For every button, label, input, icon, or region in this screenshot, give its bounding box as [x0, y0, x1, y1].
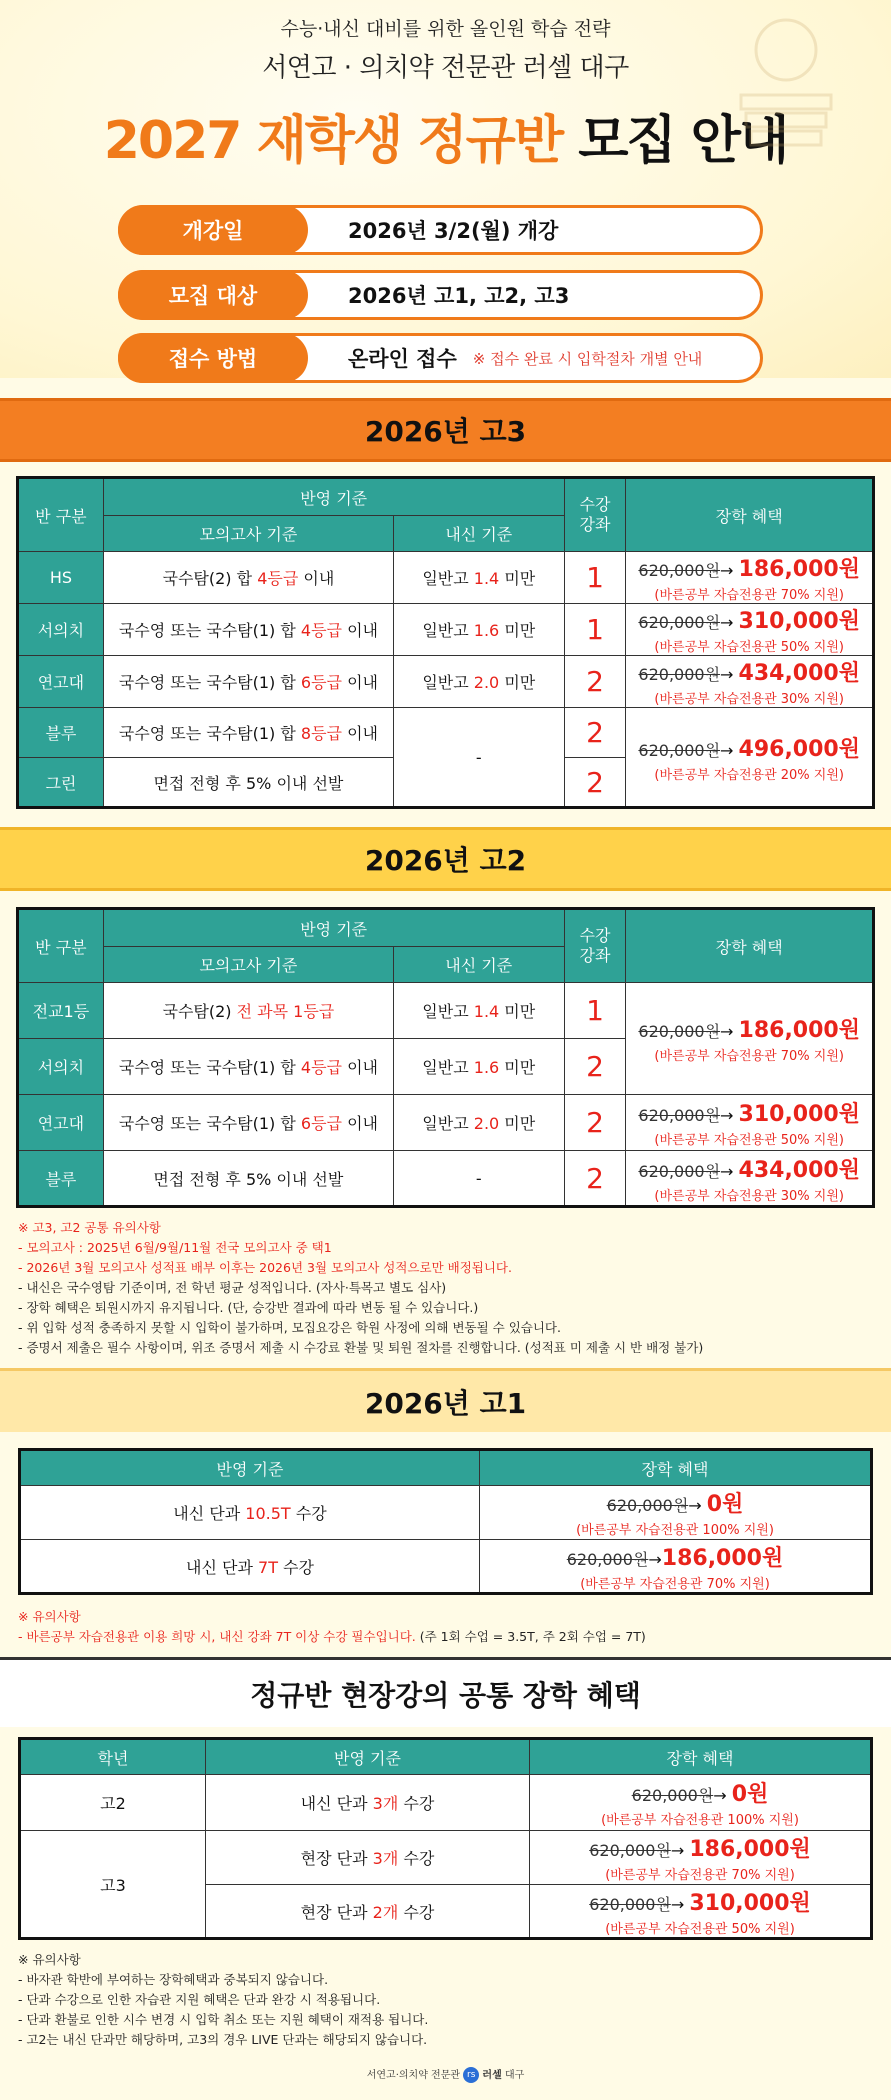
mock-cell: 국수탐(2) 합 4등급 이내	[103, 552, 393, 604]
class-cell: 서의치	[18, 1039, 104, 1095]
count-cell: 2	[564, 708, 626, 758]
scholarship-cell: 620,000원→ 186,000원 (바른공부 자습전용관 70% 지원)	[626, 552, 874, 604]
table-row	[20, 1775, 872, 1831]
note-line: - 내신은 국수영탐 기준이며, 전 학년 평균 성적입니다. (자사·특목고 별도 심사)	[18, 1280, 447, 1295]
info-value: 2026년 3/2(월) 개강	[348, 219, 559, 243]
info-row-start-date	[118, 205, 763, 255]
mock-cell: 국수영 또는 국수탐(1) 합 4등급 이내	[103, 1039, 393, 1095]
info-label: 모집 대상	[118, 270, 308, 320]
notes-g3-g2	[0, 1216, 891, 1368]
footer-city: 대구	[504, 2070, 525, 2081]
hero-brand: 서연고 · 의치약 전문관 러셀 대구	[262, 53, 629, 83]
basis-cell: 내신 단과 7T 수강	[20, 1540, 480, 1594]
table-row	[18, 1095, 874, 1151]
note-line: - 모의고사 : 2025년 6월/9월/11월 전국 모의고사 중 택1	[18, 1240, 332, 1255]
class-cell: 연고대	[18, 1095, 104, 1151]
scholarship-cell: 620,000원→ 186,000원 (바른공부 자습전용관 70% 지원)	[626, 983, 874, 1095]
table-row	[20, 1831, 872, 1885]
note-line: - 단과 환불로 인한 시수 변경 시 입학 취소 또는 지원 혜택이 재적용 됩니다.	[18, 2012, 429, 2027]
table-row	[18, 1151, 874, 1207]
notes-common	[0, 1948, 891, 2060]
note-line: - 2026년 3월 모의고사 성적표 배부 이후는 2026년 3월 모의고사 성적으로만 배정됩니다.	[18, 1260, 512, 1275]
scholarship-cell: 620,000원→ 310,000원 (바른공부 자습전용관 50% 지원)	[626, 1095, 874, 1151]
note-line: ※ 고3, 고2 공통 유의사항	[18, 1220, 161, 1235]
basis-cell: 내신 단과 3개 수강	[206, 1775, 530, 1831]
header-basis: 반영 기준	[206, 1739, 530, 1775]
naesin-cell: 일반고 2.0 미만	[393, 1095, 564, 1151]
count-cell: 2	[564, 1151, 626, 1207]
mock-cell: 국수영 또는 국수탐(1) 합 4등급 이내	[103, 604, 393, 656]
scholarship-cell: 620,000원→ 310,000원 (바른공부 자습전용관 50% 지원)	[530, 1885, 872, 1939]
naesin-cell: 일반고 1.6 미만	[394, 604, 565, 656]
section-title-common: 정규반 현장강의 공통 장학 혜택	[0, 1657, 891, 1727]
mock-cell: 국수영 또는 국수탐(1) 합 6등급 이내	[103, 656, 393, 708]
note-line: ※ 유의사항	[18, 1952, 81, 1967]
header-grade: 학년	[20, 1739, 206, 1775]
g2-table-wrap	[0, 891, 891, 1216]
footer-text: 서연고·의치약 전문관	[366, 2070, 461, 2081]
count-cell: 2	[564, 1095, 626, 1151]
note-line: - 단과 수강으로 인한 자습관 지원 혜택은 단과 완강 시 적용됩니다.	[18, 1992, 381, 2007]
note-line: - 고2는 내신 단과만 해당하며, 고3의 경우 LIVE 단과는 해당되지 않습니다.	[18, 2032, 428, 2047]
russel-logo-icon: rs	[463, 2067, 479, 2083]
header-naesin: 내신 기준	[394, 516, 565, 552]
section-title-g1: 2026년 고1	[0, 1368, 891, 1432]
footer	[0, 2060, 891, 2083]
header-count: 수강 강좌	[564, 909, 626, 983]
naesin-cell: -	[394, 708, 565, 808]
header-scholarship: 장학 혜택	[626, 478, 874, 552]
table-row	[20, 1486, 872, 1540]
basis-cell: 내신 단과 10.5T 수강	[20, 1486, 480, 1540]
info-note: ※ 접수 완료 시 입학절차 개별 안내	[472, 349, 703, 368]
mock-cell: 면접 전형 후 5% 이내 선발	[103, 1151, 393, 1207]
notes-g1	[0, 1605, 891, 1657]
header-basis: 반영 기준	[103, 909, 564, 947]
table-row	[18, 708, 874, 758]
mock-cell: 국수영 또는 국수탐(1) 합 6등급 이내	[103, 1095, 393, 1151]
header-basis: 반영 기준	[20, 1450, 480, 1486]
info-row-target	[118, 270, 763, 320]
student-illustration-icon	[721, 10, 851, 160]
scholarship-cell: 620,000원→ 0원 (바른공부 자습전용관 100% 지원)	[480, 1486, 872, 1540]
class-cell: 그린	[18, 758, 104, 808]
grade-cell: 고2	[20, 1775, 206, 1831]
section-title-g2: 2026년 고2	[0, 827, 891, 891]
hero-subtitle: 수능·내신 대비를 위한 올인원 학습 전략	[280, 18, 611, 40]
header-mock: 모의고사 기준	[103, 516, 393, 552]
g3-table	[16, 476, 875, 809]
scholarship-cell: 620,000원→ 186,000원 (바른공부 자습전용관 70% 지원)	[530, 1831, 872, 1885]
naesin-cell: -	[393, 1151, 564, 1207]
table-row	[18, 656, 874, 708]
class-cell: 전교1등	[18, 983, 104, 1039]
section-title-g3: 2026년 고3	[0, 398, 891, 462]
scholarship-cell: 620,000원→186,000원 (바른공부 자습전용관 70% 지원)	[480, 1540, 872, 1594]
table-row	[18, 983, 874, 1039]
info-value: 온라인 접수	[348, 347, 457, 371]
info-label: 접수 방법	[118, 333, 308, 383]
info-label: 개강일	[118, 205, 308, 255]
note-line: - 증명서 제출은 필수 사항이며, 위조 증명서 제출 시 수강료 환불 및 퇴원 절차를 진행합니다. (성적표 미 제출 시 반 배정 불가)	[18, 1340, 704, 1355]
note-line: ※ 유의사항	[18, 1609, 81, 1624]
scholarship-cell: 620,000원→ 310,000원 (바른공부 자습전용관 50% 지원)	[626, 604, 874, 656]
header-basis: 반영 기준	[103, 478, 564, 516]
mock-cell: 국수영 또는 국수탐(1) 합 8등급 이내	[103, 708, 393, 758]
g1-table-wrap	[0, 1432, 891, 1605]
class-cell: 연고대	[18, 656, 104, 708]
count-cell: 2	[564, 758, 626, 808]
class-cell: 블루	[18, 708, 104, 758]
naesin-cell: 일반고 1.4 미만	[393, 983, 564, 1039]
header-mock: 모의고사 기준	[103, 947, 393, 983]
g1-table	[18, 1448, 873, 1595]
count-cell: 2	[564, 1039, 626, 1095]
basis-cell: 현장 단과 2개 수강	[206, 1885, 530, 1939]
info-value: 2026년 고1, 고2, 고3	[348, 284, 570, 308]
header-naesin: 내신 기준	[393, 947, 564, 983]
g2-table	[16, 907, 875, 1208]
table-row	[18, 552, 874, 604]
count-cell: 2	[564, 656, 626, 708]
note-line: - 장학 혜택은 퇴원시까지 유지됩니다. (단, 승강반 결과에 따라 변동 될 수 있습니다.)	[18, 1300, 479, 1315]
note-line: - 위 입학 성적 충족하지 못할 시 입학이 불가하며, 모집요강은 학원 사정에 의해 변동될 수 있습니다.	[18, 1320, 561, 1335]
header-scholarship: 장학 혜택	[480, 1450, 872, 1486]
scholarship-cell: 620,000원→ 0원 (바른공부 자습전용관 100% 지원)	[530, 1775, 872, 1831]
count-cell: 1	[564, 983, 626, 1039]
common-table-wrap	[0, 1727, 891, 1948]
naesin-cell: 일반고 2.0 미만	[394, 656, 565, 708]
mock-cell: 국수탐(2) 전 과목 1등급	[103, 983, 393, 1039]
mock-cell: 면접 전형 후 5% 이내 선발	[103, 758, 393, 808]
table-row	[18, 604, 874, 656]
class-cell: 블루	[18, 1151, 104, 1207]
note-line: - 바자관 학반에 부여하는 장학혜택과 중복되지 않습니다.	[18, 1972, 329, 1987]
count-cell: 1	[564, 604, 626, 656]
header-count: 수강 강좌	[564, 478, 626, 552]
title-black-part: 모집 안내	[578, 111, 788, 171]
scholarship-cell: 620,000원→ 496,000원 (바른공부 자습전용관 20% 지원)	[626, 708, 874, 808]
class-cell: HS	[18, 552, 104, 604]
grade-cell: 고3	[20, 1831, 206, 1939]
common-table	[18, 1737, 873, 1940]
class-cell: 서의치	[18, 604, 104, 656]
title-orange-part: 2027 재학생 정규반	[103, 111, 563, 171]
scholarship-cell: 620,000원→ 434,000원 (바른공부 자습전용관 30% 지원)	[626, 1151, 874, 1207]
header-class: 반 구분	[18, 478, 104, 552]
scholarship-cell: 620,000원→ 434,000원 (바른공부 자습전용관 30% 지원)	[626, 656, 874, 708]
naesin-cell: 일반고 1.4 미만	[394, 552, 565, 604]
g3-table-wrap	[0, 462, 891, 827]
header-scholarship: 장학 혜택	[530, 1739, 872, 1775]
note-line: - 바른공부 자습전용관 이용 희망 시, 내신 강좌 7T 이상 수강 필수입니다. (주 1회 수업 = 3.5T, 주 2회 수업 = 7T)	[18, 1629, 646, 1644]
count-cell: 1	[564, 552, 626, 604]
table-row	[20, 1540, 872, 1594]
basis-cell: 현장 단과 3개 수강	[206, 1831, 530, 1885]
hero-section	[0, 0, 891, 378]
header-scholarship: 장학 혜택	[626, 909, 874, 983]
naesin-cell: 일반고 1.6 미만	[393, 1039, 564, 1095]
footer-brand: 러셀	[482, 2070, 502, 2081]
info-row-method	[118, 333, 763, 383]
header-class: 반 구분	[18, 909, 104, 983]
